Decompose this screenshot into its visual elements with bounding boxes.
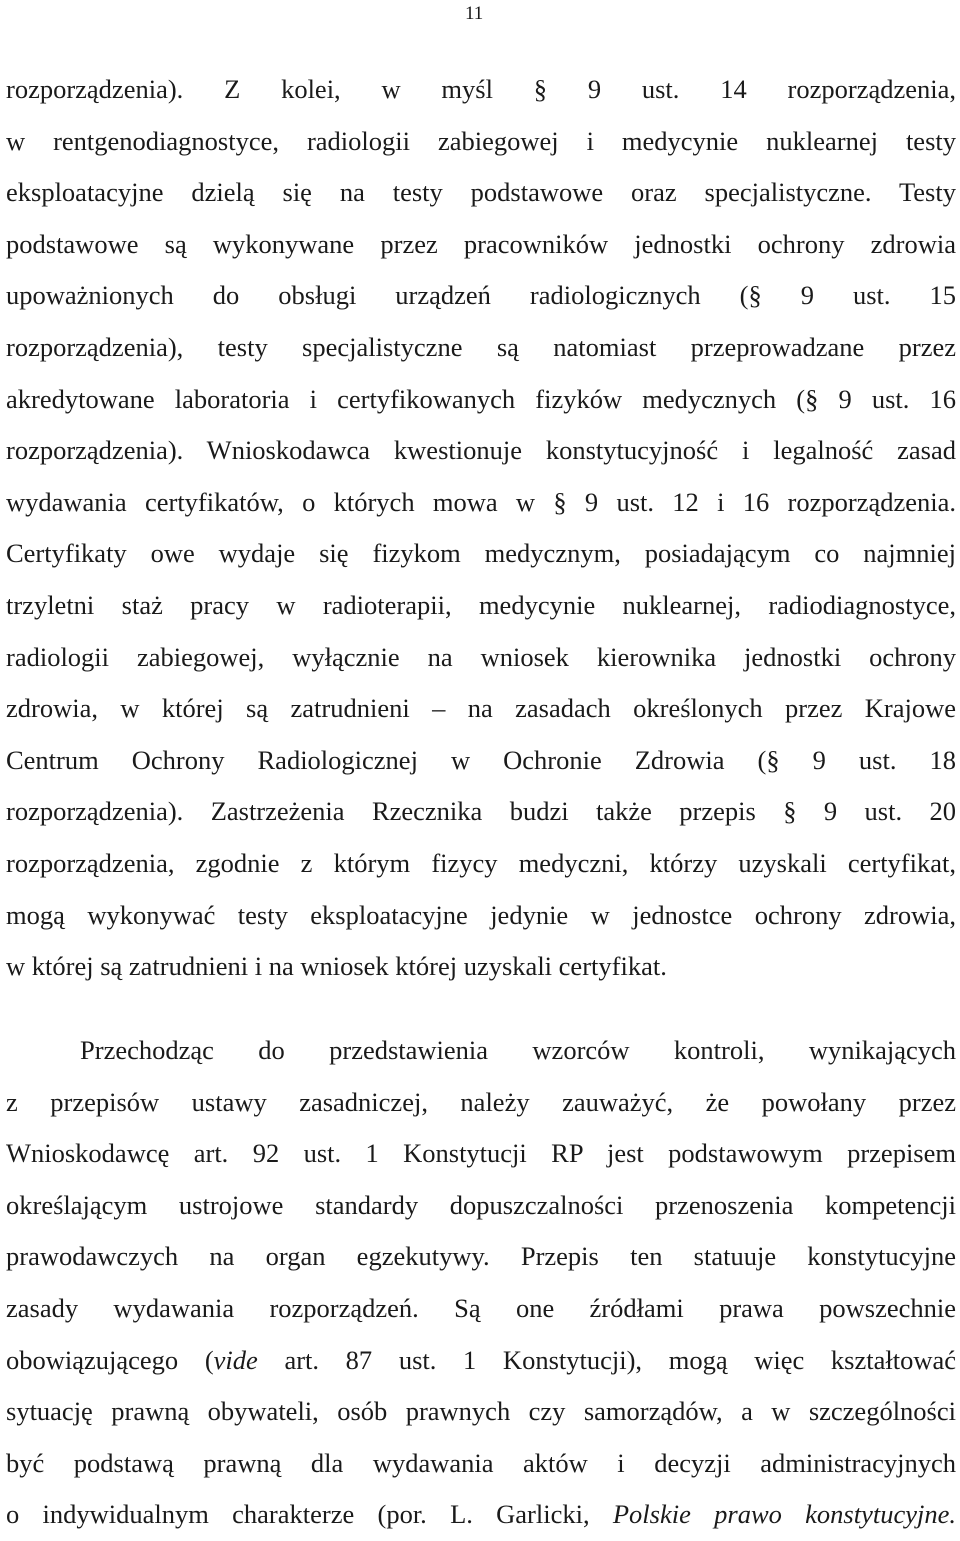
text-line: mogą wykonywać testy eksploatacyjne jedynie w jednostce ochrony zdrowia, (6, 899, 956, 930)
text-line: określającym ustrojowe standardy dopuszczalności przenoszenia kompetencji (6, 1189, 956, 1220)
text-line: Wnioskodawcę art. 92 ust. 1 Konstytucji RP jest podstawowym przepisem (6, 1138, 956, 1169)
page-number: 11 (465, 3, 484, 24)
text-line: Centrum Ochrony Radiologicznej w Ochronie Zdrowia (§ 9 ust. 18 (6, 744, 956, 775)
text-line: rozporządzenia). Z kolei, w myśl § 9 ust. 14 rozporządzenia, (6, 74, 956, 104)
text-line: sytuację prawną obywateli, osób prawnych czy samorządów, a w szczególności (6, 1396, 956, 1427)
text-line: rozporządzenia, zgodnie z którym fizycy medyczni, którzy uzyskali certyfikat, (6, 847, 956, 878)
text-line: w rentgenodiagnostyce, radiologii zabiegowej i medycynie nuklearnej testy (6, 125, 956, 156)
text-line: prawodawczych na organ egzekutywy. Przepis ten statuuje konstytucyjne (6, 1241, 956, 1272)
text-line: być podstawą prawną dla wydawania aktów i decyzji administracyjnych (6, 1447, 956, 1478)
text-line: o indywidualnym charakterze (por. L. Garlicki, Polskie prawo konstytucyjne. (6, 1499, 956, 1530)
text-line: wydawania certyfikatów, o których mowa w § 9 ust. 12 i 16 rozporządzenia. (6, 486, 956, 517)
text-line: zdrowia, w której są zatrudnieni – na zasadach określonych przez Krajowe (6, 693, 956, 724)
text-line: akredytowane laboratoria i certyfikowanych fizyków medycznych (§ 9 ust. 16 (6, 383, 956, 414)
text-line: trzyletni staż pracy w radioterapii, medycynie nuklearnej, radiodiagnostyce, (6, 589, 956, 620)
paragraph-1 (6, 64, 956, 993)
text-line: zasady wydawania rozporządzeń. Są one źródłami prawa powszechnie (6, 1292, 956, 1323)
text-line: z przepisów ustawy zasadniczej, należy zauważyć, że powołany przez (6, 1086, 956, 1117)
text-line: obowiązującego (vide art. 87 ust. 1 Konstytucji), mogą więc kształtować (6, 1344, 956, 1375)
text-line: rozporządzenia), testy specjalistyczne są natomiast przeprowadzane przez (6, 331, 956, 362)
text-line: rozporządzenia). Wnioskodawca kwestionuje konstytucyjność i legalność zasad (6, 435, 956, 466)
paragraph-2 (6, 1025, 956, 1541)
text-line: w której są zatrudnieni i na wniosek której uzyskali certyfikat. (6, 951, 667, 982)
text-line: Certyfikaty owe wydaje się fizykom medycznym, posiadającym co najmniej (6, 538, 956, 569)
text-line: podstawowe są wykonywane przez pracowników jednostki ochrony zdrowia (6, 228, 956, 259)
text-line: eksploatacyjne dzielą się na testy podstawowe oraz specjalistyczne. Testy (6, 177, 956, 208)
text-line: radiologii zabiegowej, wyłącznie na wniosek kierownika jednostki ochrony (6, 641, 956, 672)
text-line: Przechodząc do przedstawienia wzorców kontroli, wynikających (80, 1035, 956, 1065)
text-line: rozporządzenia). Zastrzeżenia Rzecznika budzi także przepis § 9 ust. 20 (6, 796, 956, 827)
text-line: upoważnionych do obsługi urządzeń radiologicznych (§ 9 ust. 15 (6, 280, 956, 311)
